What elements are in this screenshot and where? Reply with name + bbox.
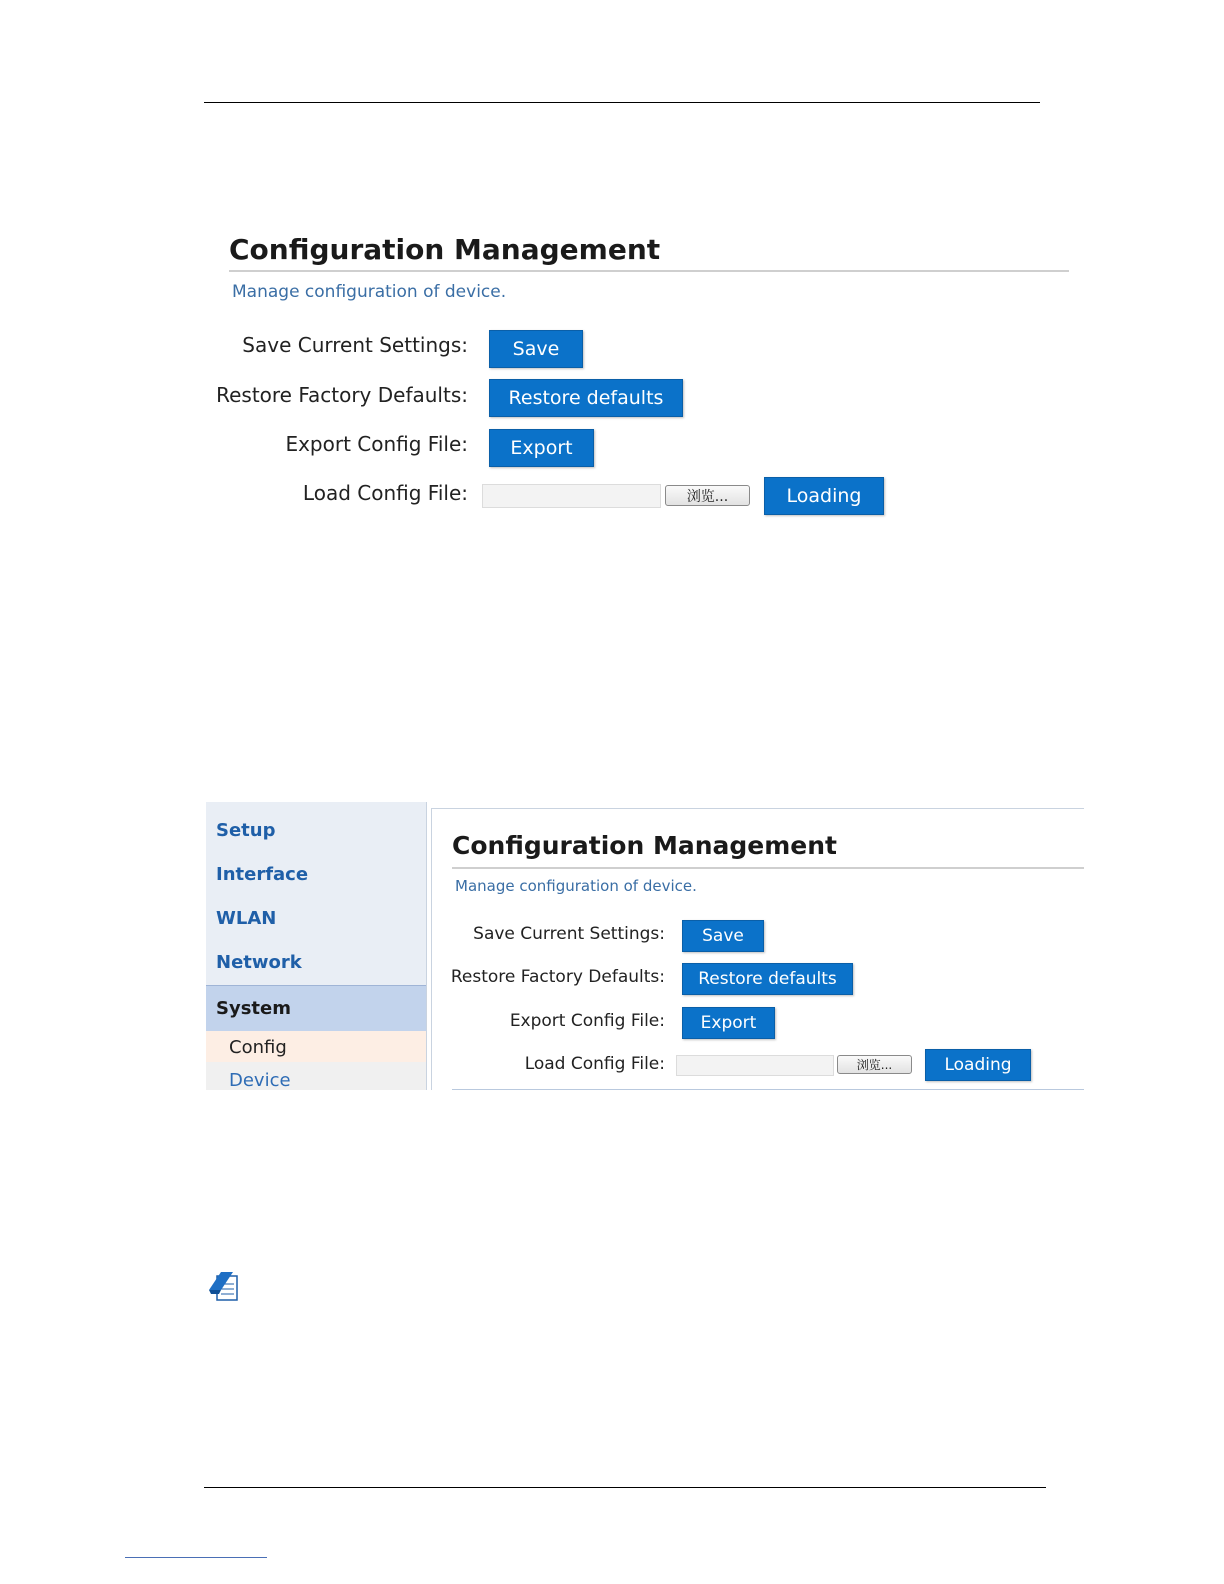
config-file-input[interactable] [482, 484, 661, 508]
restore-defaults-button[interactable]: Restore defaults [682, 963, 853, 995]
load-config-label: Load Config File: [524, 1054, 665, 1074]
sidebar-subitem-device[interactable]: Device [229, 1070, 291, 1090]
save-button[interactable]: Save [489, 330, 583, 368]
browse-button[interactable]: 浏览... [665, 485, 750, 506]
loading-button[interactable]: Loading [925, 1049, 1031, 1081]
browse-button[interactable]: 浏览... [837, 1055, 912, 1074]
footer-link-underline [125, 1557, 267, 1558]
loading-button[interactable]: Loading [764, 477, 884, 515]
sidebar-item-wlan[interactable]: WLAN [216, 908, 277, 929]
sidebar-nav [206, 802, 427, 1090]
page-subtitle: Manage configuration of device. [455, 877, 697, 895]
note-icon [207, 1270, 241, 1302]
config-management-panel-with-sidebar [206, 802, 1084, 1090]
restore-defaults-button[interactable]: Restore defaults [489, 379, 683, 417]
page-title: Configuration Management [229, 233, 661, 266]
page-footer-rule [204, 1487, 1046, 1488]
load-config-label: Load Config File: [302, 481, 468, 505]
restore-defaults-label: Restore Factory Defaults: [450, 967, 665, 987]
save-settings-label: Save Current Settings: [473, 924, 665, 944]
export-button[interactable]: Export [489, 429, 594, 467]
sidebar-item-interface[interactable]: Interface [216, 864, 309, 885]
sidebar-item-setup[interactable]: Setup [216, 820, 276, 841]
content-area [431, 808, 1084, 1090]
save-settings-label: Save Current Settings: [242, 333, 468, 357]
export-button[interactable]: Export [682, 1007, 775, 1039]
config-file-input[interactable] [676, 1055, 834, 1076]
config-management-panel-large [207, 225, 1069, 525]
export-config-label: Export Config File: [285, 432, 468, 456]
title-divider [452, 867, 1084, 869]
page-title: Configuration Management [452, 831, 837, 860]
sidebar-subitem-config[interactable]: Config [229, 1037, 287, 1058]
sidebar-item-system[interactable]: System [216, 998, 291, 1019]
save-button[interactable]: Save [682, 920, 764, 952]
content-bottom-rule [452, 1089, 1084, 1090]
export-config-label: Export Config File: [509, 1011, 665, 1031]
page-header-rule [204, 102, 1040, 103]
title-divider [229, 270, 1069, 272]
page-subtitle: Manage configuration of device. [232, 282, 507, 302]
sidebar-item-network[interactable]: Network [216, 952, 302, 973]
restore-defaults-label: Restore Factory Defaults: [216, 383, 468, 407]
